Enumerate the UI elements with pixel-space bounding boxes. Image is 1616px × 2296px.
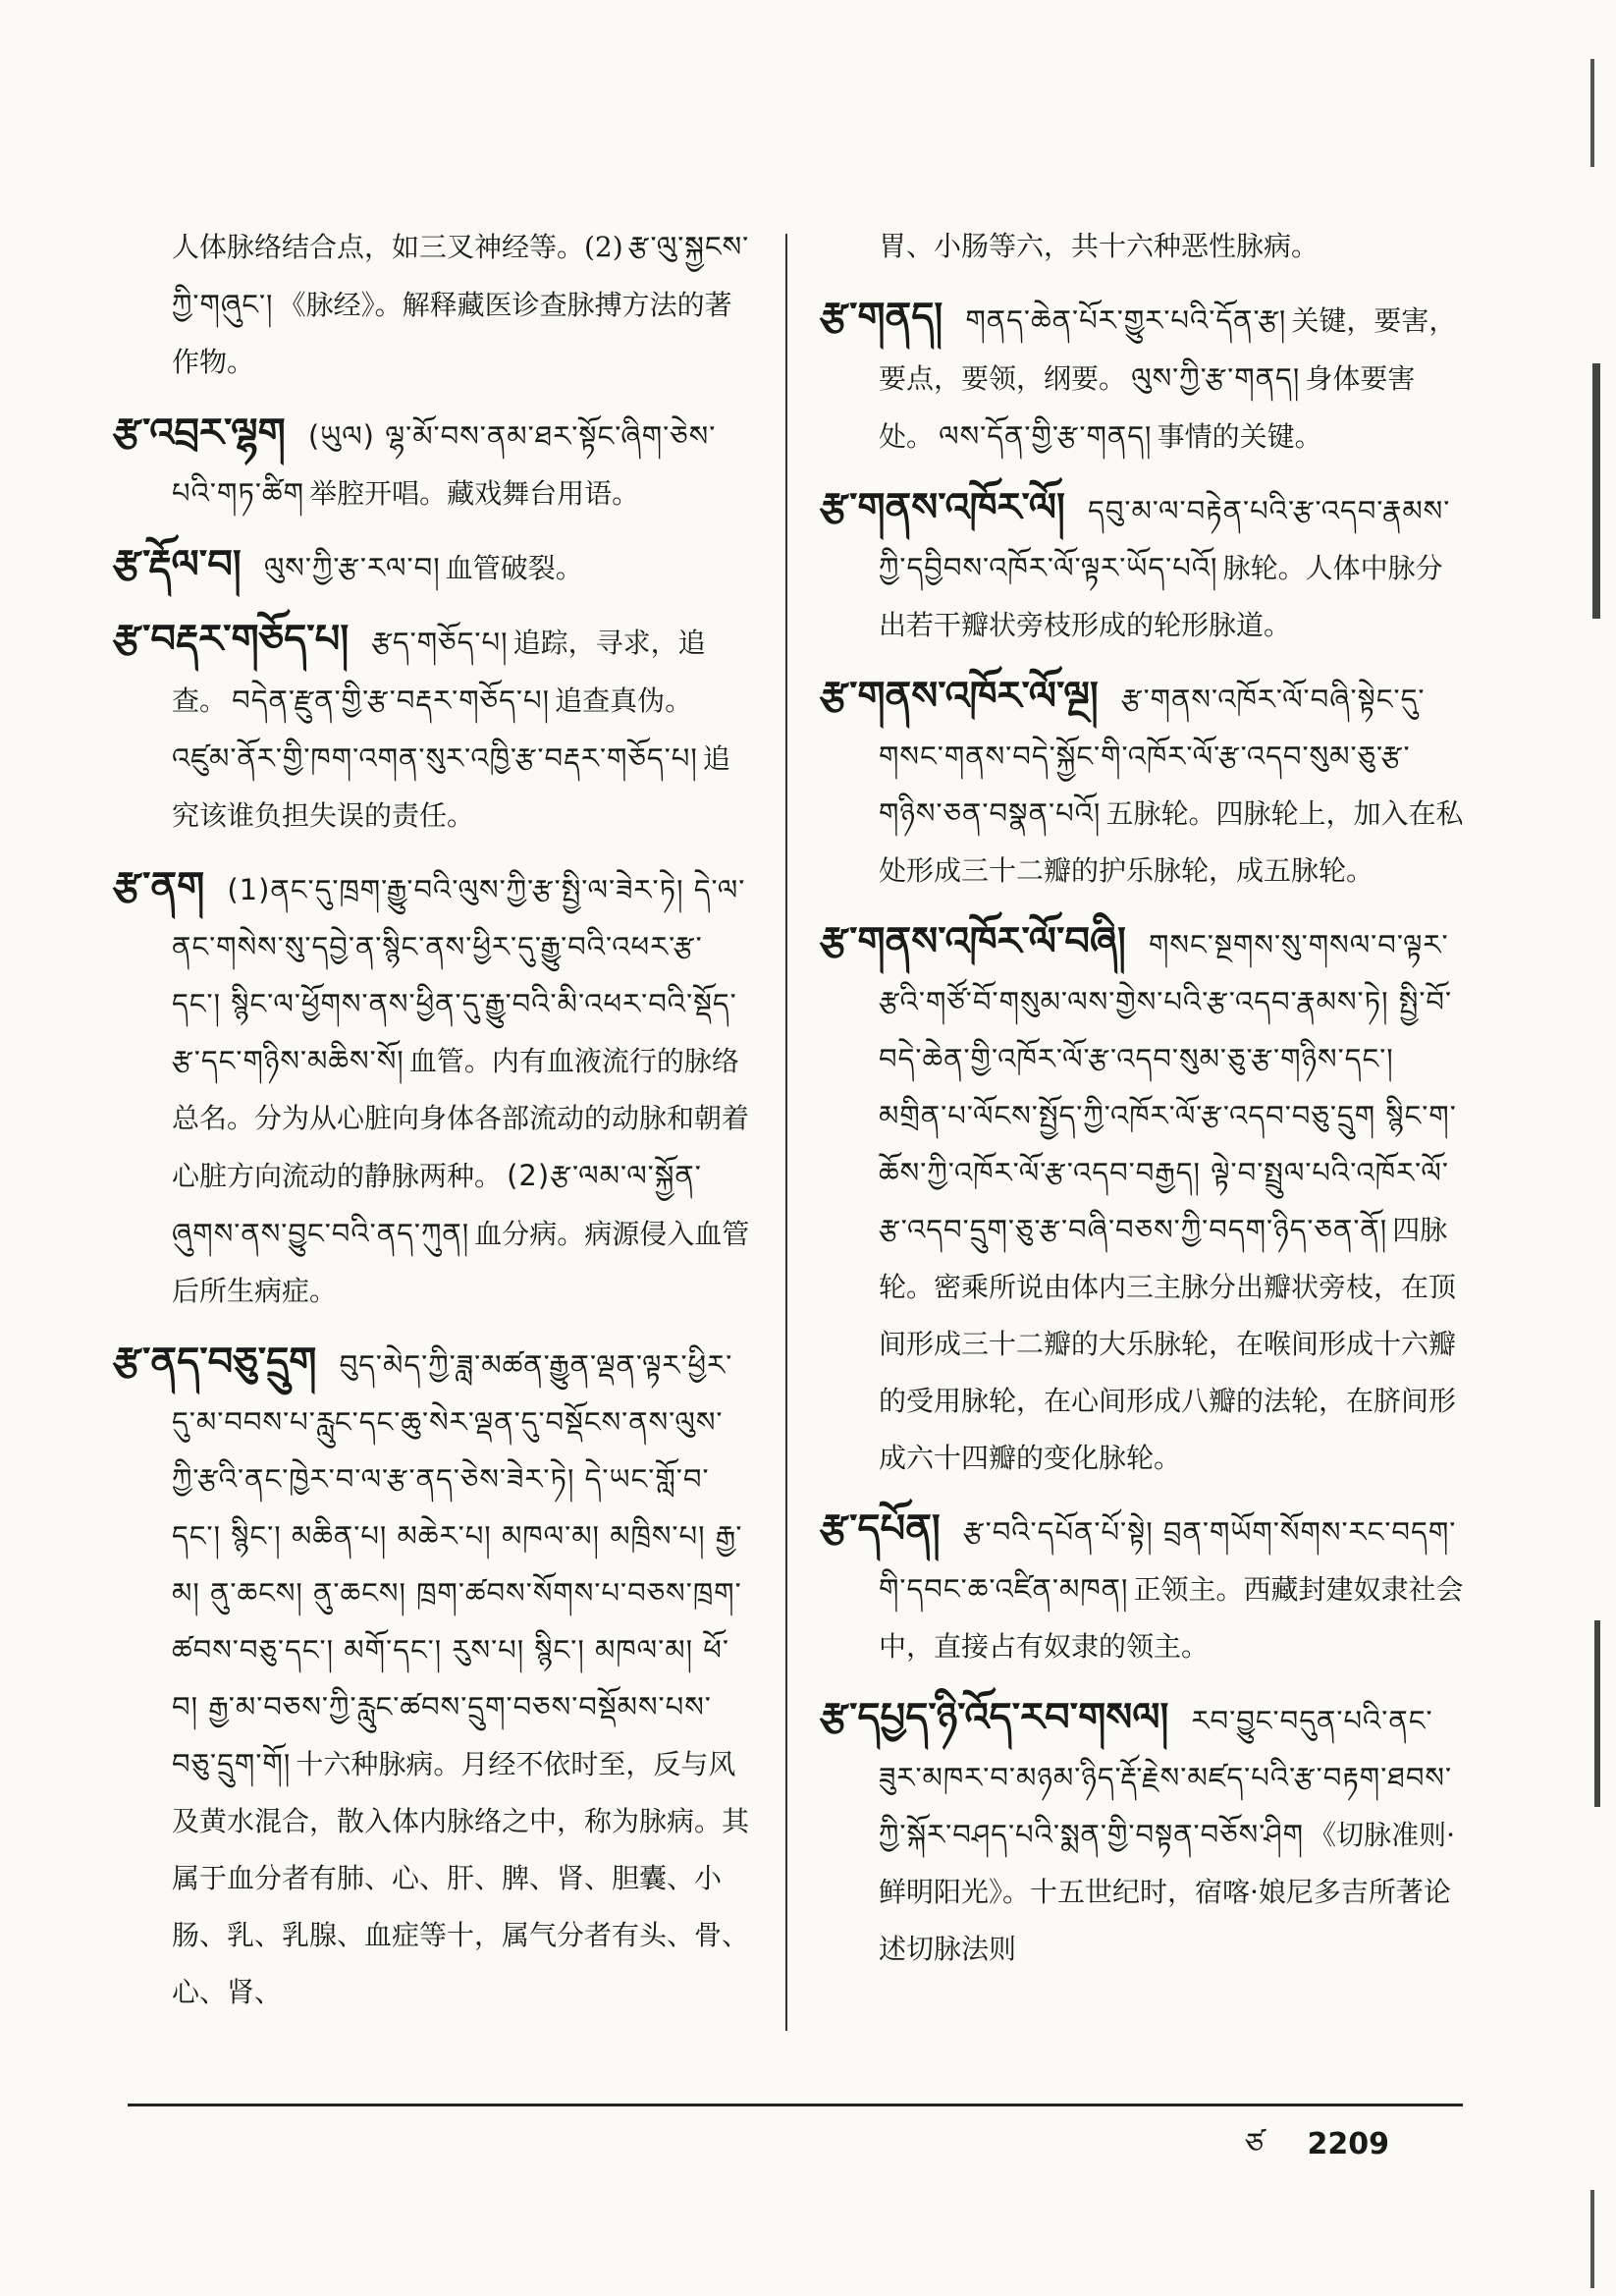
entry-example-tib: ལས་དོན་གྱི་རྩ་གནད། — [939, 419, 1153, 453]
entry-definition-tib: རབ་བྱུང་བདུན་པའི་ནང་ཟུར་མཁར་བ་མཉམ་ཉིད་རྡོ་རྗེས་མཛད་པའི་རྩ་བརྟག་ཐབས་ཀྱི་སྐོར་བཤད་པའི་སྨན་གྱི་བསྟན་བཅོས་ཤིག — [879, 1704, 1453, 1851]
entry-definition-tib: བུད་མེད་ཀྱི་ཟླ་མཚན་རྒྱུན་ལྡན་ལྟར་ཕྱིར་དུ་མ་བབས་པ་རླུང་དང་ཆུ་སེར་ལྡན་དུ་བསྡོངས་ནས་ལུས་ཀྱི་རྩའི་ནང་ཁྱེར་བ་ལ་རྩ་ནད་ཅེས་ཟེར་ཏེ། དེ་ཡང་གློ་བ་དང་། སྙིང་། མཆིན་པ། མཆེར་པ། མཁལ་མ། མཁྲིས་པ། རྒྱ་མ། ནུ་ཆངས། ནུ་ཆངས། ཁྲག་ཚབས་སོགས་པ་བཅས་ཁྲག་ཚབས་བཅུ་དང་། མགོ་དང་། རུས་པ། སྙིང་། མཁལ་མ། ཕོ་བ། རྒྱ་མ་བཅས་ཀྱི་རླུང་ཚབས་དྲུག་བཅས་བསྡོམས་པས་བཅུ་དྲུག་གོ། — [172, 1348, 743, 1780]
entry-definition-tib: དབུ་མ་ལ་བརྟེན་པའི་རྩ་འདབ་རྣམས་ཀྱི་དབྱིབས་འཁོར་ལོ་ལྟར་ཡོད་པའོ། — [879, 494, 1451, 584]
dictionary-entry — [820, 1689, 1468, 1978]
entry-definition-zh: 血管。内有血液流行的脉络总名。分为从心脏向身体各部流动的动脉和朝着心脏方向流动的静脉两种。 — [172, 1045, 750, 1192]
entry-definition-zh: 《切脉准则·鲜明阳光》。十五世纪时，宿喀·娘尼多吉所著论述切脉法则 — [879, 1819, 1456, 1965]
entry-definition-tib: གནད་ཆེན་པོར་གྱུར་པའི་དོན་རྩ། — [965, 303, 1287, 337]
page-footer — [1245, 2111, 1389, 2194]
entry-definition-zh: 脉轮。人体中脉分出若干瓣状旁枝形成的轮形脉道。 — [879, 552, 1443, 641]
entry-definition-zh: 血分病。病源侵入血管后所生病症。 — [172, 1218, 750, 1307]
entry-headword: རྩ་གནས་འཁོར་ལོ་ལྔ། — [820, 674, 1099, 719]
entry-example-zh: 追查真伪。 — [555, 684, 693, 717]
continuation-entry — [113, 218, 751, 391]
right-column — [820, 218, 1468, 1992]
scan-edge-mark — [1594, 1620, 1600, 1807]
entry-headword: རྩ་གནས་འཁོར་ལོ་བཞི། — [820, 919, 1126, 964]
entry-definition-zh: 五脉轮。四脉轮上，加入在私处形成三十二瓣的护乐脉轮，成五脉轮。 — [879, 797, 1464, 887]
entry-headword: རྩ་ནད་བཅུ་དྲུག — [113, 1339, 317, 1385]
dictionary-entry — [113, 405, 751, 522]
entry-definition-tib: རྩ་གནས་འཁོར་ལོ་བཞི་སྟེང་དུ་གསང་གནས་བདེ་སྐྱོང་གི་འཁོར་ལོ་རྩ་འདབ་སུམ་ཅུ་རྩ་གཉིས་ཅན་བསྣན་པའོ། — [879, 683, 1426, 830]
entry-definition-zh: 四脉轮。密乘所说由体内三主脉分出瓣状旁枝，在顶间形成三十二瓣的大乐脉轮，在喉间形成十六瓣的受用脉轮，在心间形成八瓣的法轮，在脐间形成六十四瓣的变化脉轮。 — [879, 1214, 1457, 1474]
dictionary-entry — [113, 858, 751, 1320]
page-number: 2209 — [1307, 2127, 1390, 2161]
entry-headword: རྩ་གནད། — [820, 295, 943, 340]
entry-headword: རྩ་དཔོན། — [820, 1506, 941, 1552]
entry-headword: རྩ་རྡོལ་བ། — [113, 542, 242, 587]
dictionary-entry — [113, 1334, 751, 2021]
entry-example-zh: 身体要害处。 — [879, 362, 1416, 453]
scan-edge-mark — [1590, 2190, 1594, 2288]
dictionary-entry — [820, 913, 1468, 1487]
entry-example-zh: 追究该谁负担失误的责任。 — [172, 742, 730, 832]
dictionary-entry — [113, 611, 751, 845]
dictionary-entry — [820, 1501, 1468, 1675]
entry-definition-tib: (ཡུལ) ལྷ་མོ་བས་ནམ་ཐར་སྟོང་ཞིག་ཅེས་པའི་གཏ་ཚིག — [172, 419, 717, 510]
entry-definition-zh: 正领主。西藏封建奴隶社会中，直接占有奴隶的领主。 — [879, 1573, 1464, 1663]
entry-definition-tib: (1)ནང་དུ་ཁྲག་རྒྱུ་བའི་ལུས་ཀྱི་རྩ་སྤྱི་ལ་ཟེར་ཏེ། དེ་ལ་ནང་གསེས་སུ་དབྱེ་ན་སྙིང་ནས་ཕྱིར་དུ་རྒྱུ་བའི་འཕར་རྩ་དང་། སྙིང་ལ་ཕྱོགས་ནས་ཕྱིན་དུ་རྒྱུ་བའི་མི་འཕར་བའི་སྡོད་རྩ་དང་གཉིས་མཆིས་སོ། — [172, 873, 746, 1077]
continuation-entry — [820, 218, 1468, 275]
entry-definition-zh: 关键，要害，要点，要领，纲要。 — [879, 304, 1457, 395]
entry-example-tib: འཛུམ་ནོར་གྱི་ཁག་འགན་སུར་འཁྱི་རྩ་བརྡར་གཅོད་པ། — [172, 741, 698, 775]
entry-definition-zh: 人体脉络结合点，如三叉神经等。(2) — [172, 231, 623, 263]
entry-definition-tib: རྩད་གཅོད་པ། — [371, 626, 509, 659]
column-divider — [785, 234, 787, 2031]
entry-definition-tib: རྩ་ལུ་སྐྱངས་ཀྱི་གཞུང་། — [172, 230, 750, 321]
entry-example-tib: ལུས་ཀྱི་རྩ་གནད། — [1131, 361, 1301, 395]
entry-headword: རྩ་བརྡར་གཅོད་པ། — [113, 617, 350, 662]
scan-edge-mark — [1592, 363, 1600, 619]
footer-rule — [128, 2104, 1463, 2106]
dictionary-entry — [820, 479, 1468, 654]
entry-example-zh: 事情的关键。 — [1157, 420, 1322, 453]
entry-headword: རྩ་གནས་འཁོར་ལོ། — [820, 485, 1065, 530]
entry-example-tib: བདེན་རྫུན་གྱི་རྩ་བརྡར་གཅོད་པ། — [232, 683, 551, 717]
dictionary-entry — [820, 668, 1468, 900]
entry-headword: རྩ་དཔྱད་ཉི་འོད་རབ་གསལ། — [820, 1695, 1169, 1740]
entry-definition-tib: རྩ་བའི་དཔོན་པོ་སྟེ། བྲན་གཡོག་སོགས་རང་བདག་གི་དབང་ཆ་འཛིན་མཁན། — [879, 1515, 1457, 1606]
section-letter: ཙ — [1245, 2127, 1265, 2161]
entry-definition-tib: གསང་སྔགས་སུ་གསལ་བ་ལྟར་རྩའི་གཙོ་བོ་གསུམ་ལས་གྱེས་པའི་རྩ་འདབ་རྣམས་ཏེ། སྤྱི་བོ་བདེ་ཆེན་གྱི་འཁོར་ལོ་རྩ་འདབ་སུམ་ཅུ་རྩ་གཉིས་དང་། མགྲིན་པ་ལོངས་སྤྱོད་ཀྱི་འཁོར་ལོ་རྩ་འདབ་བཅུ་དྲུག སྙིང་ག་ཆོས་ཀྱི་འཁོར་ལོ་རྩ་འདབ་བརྒྱད། ལྟེ་བ་སྤྲུལ་པའི་འཁོར་ལོ་རྩ་འདབ་དྲུག་ཅུ་རྩ་བཞི་བཅས་ཀྱི་བདག་ཉིད་ཅན་ནོ། — [879, 928, 1457, 1246]
entry-definition-zh: 血管破裂。 — [445, 552, 583, 584]
left-column — [113, 218, 751, 2035]
entry-definition-zh: 追踪，寻求，追查。 — [172, 627, 706, 717]
entry-headword: རྩ་ནག — [113, 864, 205, 909]
entry-definition-zh: 《脉经》。解释藏医诊查脉搏方法的著作物。 — [172, 289, 732, 378]
entry-definition-zh: 十六种脉病。月经不依时至，反与风及黄水混合，散入体内脉络之中，称为脉病。其属于血分者有肺、心、肝、脾、肾、胆囊、小肠、乳、乳腺、血症等十，属气分者有头、骨、心、肾、 — [172, 1748, 750, 2008]
entry-definition-tib: ལུས་ཀྱི་རྩ་རལ་བ། — [263, 551, 441, 584]
dictionary-entry — [113, 536, 751, 597]
entry-definition-tib: (2)རྩ་ལམ་ལ་སྐྱོན་ཞུགས་ནས་བྱུང་བའི་ནད་ཀུན། — [172, 1159, 702, 1250]
entry-headword: རྩ་འབྲར་ལྷག — [113, 410, 286, 456]
dictionary-entry — [820, 289, 1468, 465]
entry-definition-zh: 举腔开唱。藏戏舞台用语。 — [309, 477, 640, 510]
entry-definition-zh: 胃、小肠等六，共十六种恶性脉病。 — [879, 230, 1320, 262]
scan-edge-mark — [1590, 59, 1594, 167]
